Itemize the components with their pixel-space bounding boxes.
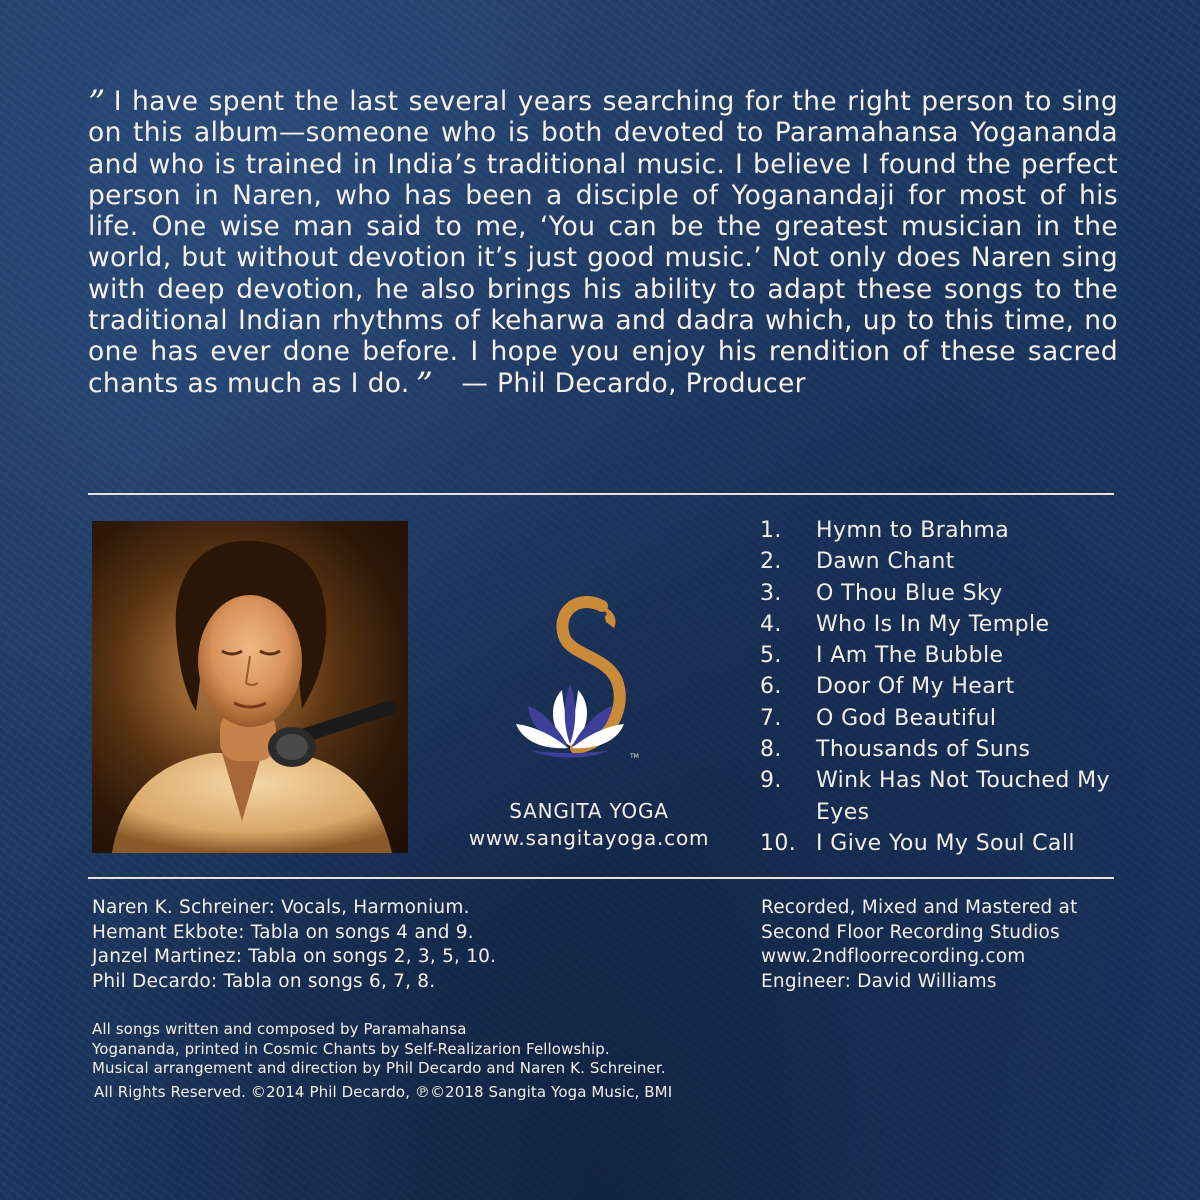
note-line: Yogananda, printed in Cosmic Chants by Self-Realizarion Fellowship.	[92, 1039, 610, 1058]
copyright-notice: All Rights Reserved. ©2014 Phil Decardo, ℗©2018 Sangita Yoga Music, BMI	[94, 1083, 673, 1101]
track-number: 7.	[760, 705, 782, 731]
studio-line: Recorded, Mixed and Mastered at	[761, 897, 1078, 918]
track-number: 6.	[760, 674, 782, 700]
track-number: 4.	[760, 611, 782, 637]
track-number: 9.	[760, 768, 782, 794]
track-number: 8.	[760, 737, 782, 763]
list-item	[760, 578, 1120, 609]
musician-credits	[92, 896, 496, 995]
credit-line: Hemant Ekbote: Tabla on songs 4 and 9.	[92, 921, 474, 943]
track-list	[760, 515, 1120, 859]
list-item	[760, 671, 1120, 702]
list-item	[760, 546, 1120, 577]
list-item	[760, 515, 1120, 546]
brand-block	[458, 798, 720, 852]
divider-bottom	[88, 877, 1114, 879]
svg-text:TM: TM	[630, 753, 639, 760]
credit-line: Janzel Martinez: Tabla on songs 2, 3, 5, 10.	[92, 946, 497, 968]
track-title: Hymn to Brahma	[816, 518, 1010, 543]
quote-attribution: — Phil Decardo, Producer	[461, 367, 806, 399]
list-item	[760, 640, 1120, 671]
track-number: 2.	[760, 549, 782, 575]
list-item	[760, 734, 1120, 765]
producer-quote	[88, 83, 1118, 405]
quote-text: I have spent the last several years searching for the right person to sing on this album—someone who is both devoted to Paramahansa Yogananda and who is trained in India’s traditional music. I believe I found the perfect person in Naren, who has been a disciple of Yoganandaji for most of his life. One wise man said to me, ‘You can be the greatest musician in the world, but without devotion it’s just good music.’ Not only does Naren sing with deep devotion, he also brings his ability to adapt these songs to the traditional Indian rhythms of keharwa and dadra which, up to this time, no one has ever done before. I hope you enjoy his rendition of these sacred chants as much as I do.	[88, 86, 1118, 399]
open-quote-mark: ”	[88, 83, 106, 123]
track-number: 5.	[760, 643, 782, 669]
track-number: 1.	[760, 518, 782, 543]
artist-photo	[92, 521, 408, 853]
list-item	[760, 609, 1120, 640]
track-title: Dawn Chant	[816, 549, 955, 575]
brand-name: SANGITA YOGA	[509, 799, 669, 823]
studio-line: Engineer: David Williams	[761, 971, 997, 993]
track-title: I Am The Bubble	[816, 643, 1004, 669]
credit-line: Phil Decardo: Tabla on songs 6, 7, 8.	[92, 971, 436, 993]
track-title: O God Beautiful	[816, 705, 997, 731]
list-item	[760, 828, 1120, 859]
track-title: Door Of My Heart	[816, 674, 1015, 700]
track-title: O Thou Blue Sky	[816, 580, 1003, 606]
track-title: Wink Has Not Touched My Eyes	[816, 768, 1110, 825]
close-quote-mark: ”	[415, 364, 434, 405]
track-title: I Give You My Soul Call	[816, 830, 1075, 856]
composition-notes	[92, 1020, 666, 1079]
divider-top	[88, 493, 1114, 495]
studio-line: Second Floor Recording Studios	[761, 921, 1060, 943]
track-number: 10.	[760, 830, 797, 856]
sangita-yoga-logo	[510, 594, 670, 774]
credit-line: Naren K. Schreiner: Vocals, Harmonium.	[92, 897, 470, 918]
studio-credits	[761, 896, 1078, 995]
artist-photo-illustration	[92, 521, 408, 853]
studio-url[interactable]: www.2ndfloorrecording.com	[761, 946, 1026, 968]
note-line: All songs written and composed by Paramahansa	[92, 1020, 467, 1038]
track-title: Who Is In My Temple	[816, 611, 1050, 637]
track-title: Thousands of Suns	[816, 737, 1031, 763]
brand-url[interactable]: www.sangitayoga.com	[468, 826, 710, 850]
list-item	[760, 703, 1120, 734]
list-item	[760, 765, 1120, 828]
note-line: Musical arrangement and direction by Phil Decardo and Naren K. Schreiner.	[92, 1059, 666, 1078]
track-number: 3.	[760, 580, 782, 606]
